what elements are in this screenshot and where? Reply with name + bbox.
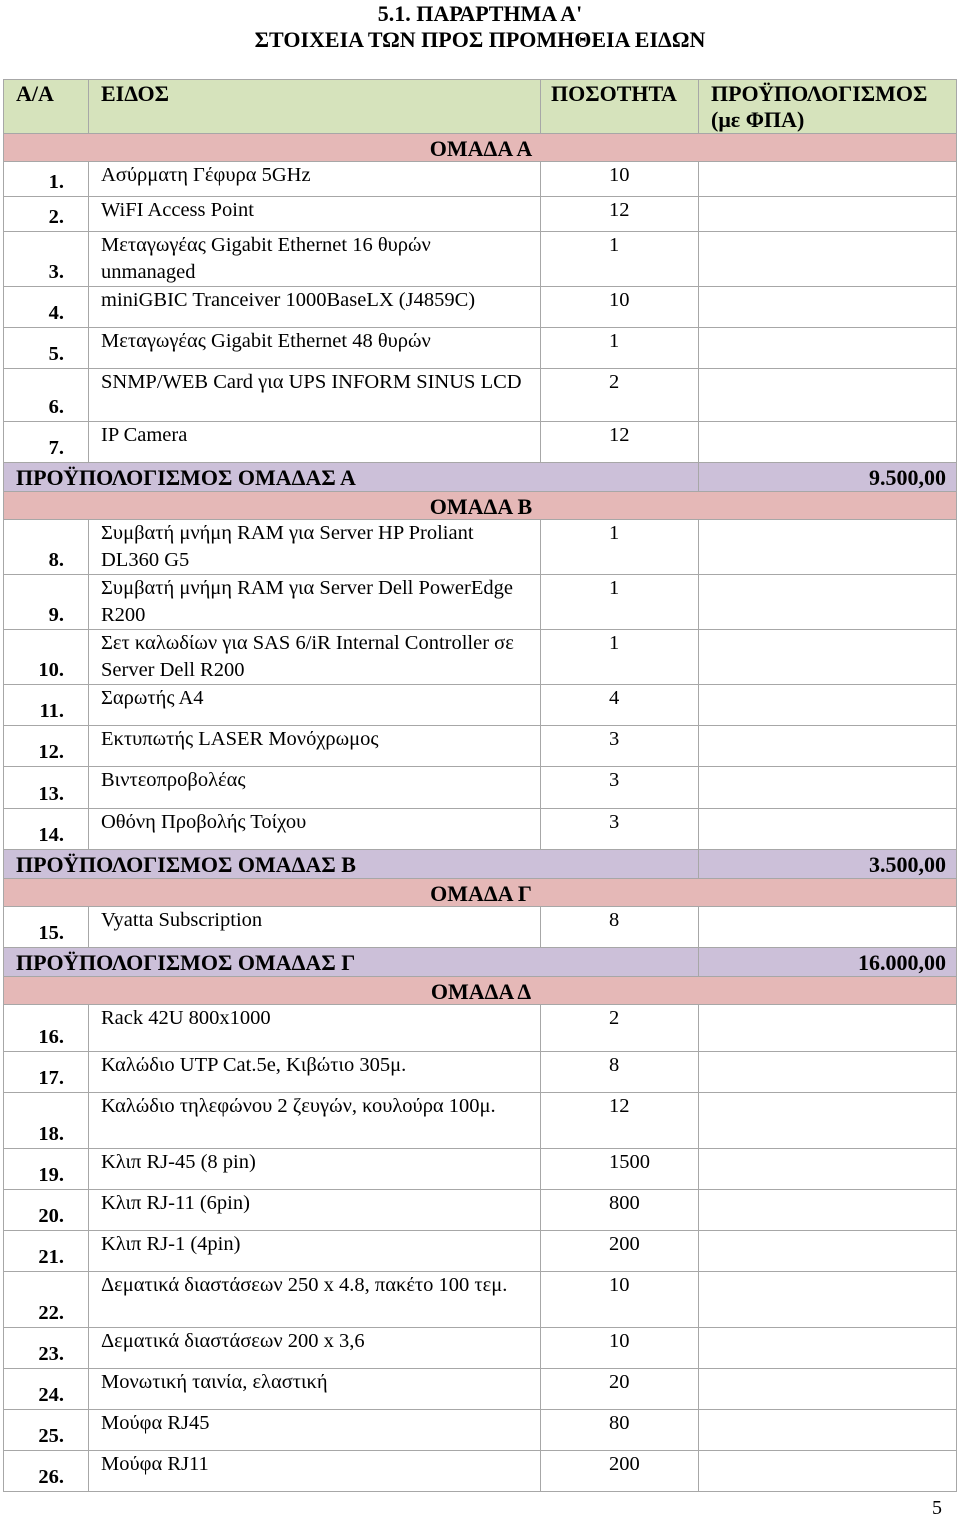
group-budget-label: ΠΡΟΫΠΟΛΟΓΙΣΜΟΣ ΟΜΑΔΑΣ Β (4, 850, 699, 879)
row-quantity: 8 (541, 1052, 699, 1093)
row-budget (699, 685, 957, 726)
group-budget-row (4, 463, 957, 492)
row-budget (699, 1005, 957, 1052)
row-item: Καλώδιο τηλεφώνου 2 ζευγών, κουλούρα 100μ. (89, 1093, 541, 1149)
row-budget (699, 1052, 957, 1093)
row-quantity: 4 (541, 685, 699, 726)
table-header-row (4, 80, 957, 134)
row-quantity: 200 (541, 1451, 699, 1492)
group-title: ΟΜΑΔΑ Β (4, 492, 957, 520)
group-budget-row (4, 948, 957, 977)
row-budget (699, 1093, 957, 1149)
row-number: 4. (4, 287, 89, 328)
row-quantity: 12 (541, 197, 699, 232)
row-budget (699, 575, 957, 630)
row-number: 22. (4, 1272, 89, 1328)
row-item: Συμβατή μνήμη RAM για Server Dell PowerEdge R200 (89, 575, 541, 630)
group-budget-amount: 16.000,00 (699, 948, 957, 977)
table-row (4, 685, 957, 726)
row-number: 20. (4, 1190, 89, 1231)
row-number: 9. (4, 575, 89, 630)
row-budget (699, 520, 957, 575)
row-number: 16. (4, 1005, 89, 1052)
row-number: 13. (4, 767, 89, 809)
row-quantity: 10 (541, 287, 699, 328)
table-row (4, 520, 957, 575)
row-item: Εκτυπωτής LASER Μονόχρωμος (89, 726, 541, 767)
row-budget (699, 907, 957, 948)
table-row (4, 1451, 957, 1492)
row-item: miniGBIC Tranceiver 1000BaseLX (J4859C) (89, 287, 541, 328)
row-budget (699, 809, 957, 850)
table-row (4, 726, 957, 767)
row-number: 25. (4, 1410, 89, 1451)
row-item: Καλώδιο UTP Cat.5e, Κιβώτιο 305μ. (89, 1052, 541, 1093)
row-budget (699, 232, 957, 287)
row-number: 24. (4, 1369, 89, 1410)
row-item: Κλιπ RJ-45 (8 pin) (89, 1149, 541, 1190)
row-quantity: 10 (541, 1272, 699, 1328)
row-quantity: 20 (541, 1369, 699, 1410)
row-number: 12. (4, 726, 89, 767)
row-quantity: 2 (541, 369, 699, 422)
row-item: Σετ καλωδίων για SAS 6/iR Internal Controller σε Server Dell R200 (89, 630, 541, 685)
row-budget (699, 369, 957, 422)
table-row (4, 328, 957, 369)
row-item: Vyatta Subscription (89, 907, 541, 948)
row-number: 1. (4, 162, 89, 197)
col-header-qty: ΠΟΣΟΤΗΤΑ (541, 80, 699, 134)
table-row (4, 575, 957, 630)
group-title-row (4, 879, 957, 907)
row-number: 26. (4, 1451, 89, 1492)
row-number: 8. (4, 520, 89, 575)
row-number: 18. (4, 1093, 89, 1149)
table-row (4, 809, 957, 850)
row-budget (699, 422, 957, 463)
table-row (4, 767, 957, 809)
row-budget (699, 1369, 957, 1410)
row-budget (699, 630, 957, 685)
row-number: 10. (4, 630, 89, 685)
row-quantity: 12 (541, 422, 699, 463)
row-number: 5. (4, 328, 89, 369)
row-number: 15. (4, 907, 89, 948)
row-quantity: 2 (541, 1005, 699, 1052)
row-quantity: 1500 (541, 1149, 699, 1190)
group-title-row (4, 492, 957, 520)
row-quantity: 10 (541, 1328, 699, 1369)
row-item: Οθόνη Προβολής Τοίχου (89, 809, 541, 850)
group-budget-amount: 3.500,00 (699, 850, 957, 879)
table-row (4, 630, 957, 685)
row-budget (699, 1410, 957, 1451)
col-header-budget: ΠΡΟΫΠΟΛΟΓΙΣΜΟΣ (με ΦΠΑ) (699, 80, 957, 134)
group-title-row (4, 977, 957, 1005)
items-table-body (4, 80, 957, 1492)
table-row (4, 422, 957, 463)
table-row (4, 232, 957, 287)
appendix-heading: 5.1. ΠΑΡΑΡΤΗΜΑ Α' (377, 1, 583, 26)
row-item: Κλιπ RJ-1 (4pin) (89, 1231, 541, 1272)
row-number: 21. (4, 1231, 89, 1272)
group-budget-row (4, 850, 957, 879)
row-budget (699, 1272, 957, 1328)
row-budget (699, 1451, 957, 1492)
row-item: Συμβατή μνήμη RAM για Server HP Proliant DL360 G5 (89, 520, 541, 575)
row-quantity: 1 (541, 575, 699, 630)
row-quantity: 3 (541, 809, 699, 850)
table-row (4, 1328, 957, 1369)
row-item: Δεματικά διαστάσεων 250 x 4.8, πακέτο 100 τεμ. (89, 1272, 541, 1328)
table-row (4, 369, 957, 422)
row-number: 19. (4, 1149, 89, 1190)
row-quantity: 8 (541, 907, 699, 948)
row-budget (699, 197, 957, 232)
row-number: 17. (4, 1052, 89, 1093)
row-item: Μούφα RJ11 (89, 1451, 541, 1492)
row-budget (699, 162, 957, 197)
table-row (4, 1190, 957, 1231)
row-item: Μεταγωγέας Gigabit Ethernet 16 θυρών unmanaged (89, 232, 541, 287)
col-header-item: ΕΙΔΟΣ (89, 80, 541, 134)
table-row (4, 1231, 957, 1272)
table-row (4, 197, 957, 232)
row-item: WiFI Access Point (89, 197, 541, 232)
table-row (4, 1093, 957, 1149)
row-item: Μούφα RJ45 (89, 1410, 541, 1451)
row-number: 7. (4, 422, 89, 463)
group-budget-label: ΠΡΟΫΠΟΛΟΓΙΣΜΟΣ ΟΜΑΔΑΣ Γ (4, 948, 699, 977)
row-budget (699, 1328, 957, 1369)
appendix-subheading: ΣΤΟΙΧΕΙΑ ΤΩΝ ΠΡΟΣ ΠΡΟΜΗΘΕΙΑ ΕΙΔΩΝ (254, 27, 706, 52)
row-budget (699, 1190, 957, 1231)
row-budget (699, 1231, 957, 1272)
table-row (4, 1272, 957, 1328)
row-number: 3. (4, 232, 89, 287)
row-quantity: 1 (541, 232, 699, 287)
row-item: Δεματικά διαστάσεων 200 x 3,6 (89, 1328, 541, 1369)
table-row (4, 1369, 957, 1410)
row-number: 14. (4, 809, 89, 850)
table-row (4, 1410, 957, 1451)
group-title: ΟΜΑΔΑ Γ (4, 879, 957, 907)
row-item: Βιντεοπροβολέας (89, 767, 541, 809)
group-title: ΟΜΑΔΑ Δ (4, 977, 957, 1005)
row-budget (699, 328, 957, 369)
row-item: Κλιπ RJ-11 (6pin) (89, 1190, 541, 1231)
col-header-aa: Α/Α (4, 80, 89, 134)
row-number: 2. (4, 197, 89, 232)
table-row (4, 907, 957, 948)
row-quantity: 10 (541, 162, 699, 197)
row-quantity: 800 (541, 1190, 699, 1231)
row-item: Rack 42U 800x1000 (89, 1005, 541, 1052)
row-number: 11. (4, 685, 89, 726)
group-budget-label: ΠΡΟΫΠΟΛΟΓΙΣΜΟΣ ΟΜΑΔΑΣ Α (4, 463, 699, 492)
row-budget (699, 726, 957, 767)
row-quantity: 3 (541, 726, 699, 767)
group-title-row (4, 134, 957, 162)
row-item: Σαρωτής Α4 (89, 685, 541, 726)
row-quantity: 200 (541, 1231, 699, 1272)
row-budget (699, 287, 957, 328)
row-quantity: 1 (541, 328, 699, 369)
table-row (4, 162, 957, 197)
table-row (4, 1005, 957, 1052)
row-quantity: 3 (541, 767, 699, 809)
row-number: 6. (4, 369, 89, 422)
row-number: 23. (4, 1328, 89, 1369)
row-item: SNMP/WEB Card για UPS INFORM SINUS LCD (89, 369, 541, 422)
items-table (3, 79, 957, 1492)
table-row (4, 287, 957, 328)
group-title: ΟΜΑΔΑ Α (4, 134, 957, 162)
row-quantity: 12 (541, 1093, 699, 1149)
row-item: Μονωτική ταινία, ελαστική (89, 1369, 541, 1410)
row-budget (699, 767, 957, 809)
row-item: Ασύρματη Γέφυρα 5GHz (89, 162, 541, 197)
page-number: 5 (932, 1497, 942, 1519)
group-budget-amount: 9.500,00 (699, 463, 957, 492)
row-item: Μεταγωγέας Gigabit Ethernet 48 θυρών (89, 328, 541, 369)
table-row (4, 1149, 957, 1190)
row-item: IP Camera (89, 422, 541, 463)
row-quantity: 1 (541, 520, 699, 575)
row-budget (699, 1149, 957, 1190)
row-quantity: 1 (541, 630, 699, 685)
table-row (4, 1052, 957, 1093)
row-quantity: 80 (541, 1410, 699, 1451)
